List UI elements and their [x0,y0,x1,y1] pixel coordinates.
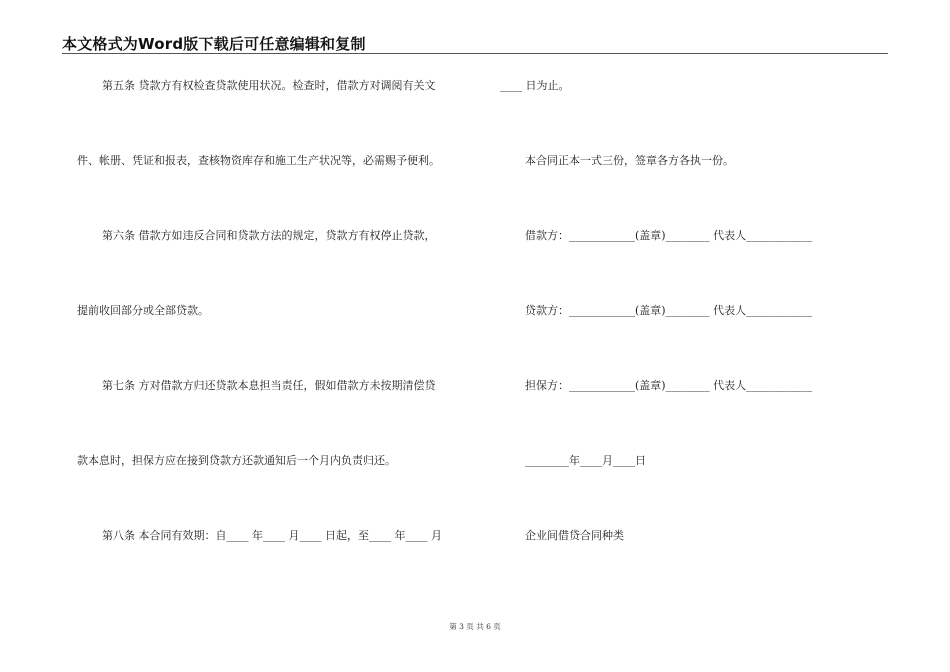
paragraph-line: 本合同正本一式三份，签章各方各执一份。 [525,154,734,167]
guarantor-signature-line: 担保方：____________(盖章)________ 代表人____________ [525,379,813,392]
paragraph-line: 第五条 贷款方有权检查贷款使用状况。检查时，借款方对调阅有关文 [102,79,436,92]
date-line: ________年____月____日 [525,454,646,467]
paragraph-line: 第八条 本合同有效期：自____ 年____ 月____ 日起，至____ 年____ 月 [102,529,442,542]
paragraph-line: 第六条 借款方如违反合同和贷款方法的规定，贷款方有权停止贷款， [102,229,436,242]
section-heading: 企业间借贷合同种类 [525,529,624,542]
paragraph-line: 款本息时，担保方应在接到贷款方还款通知后一个月内负责归还。 [77,454,396,467]
borrower-signature-line: 借款方：____________(盖章)________ 代表人____________ [525,229,813,242]
paragraph-line: ____ 日为止。 [500,79,570,92]
header-divider [62,53,888,54]
paragraph-line: 件、帐册、凭证和报表，查核物资库存和施工生产状况等，必需赐予便利。 [77,154,440,167]
paragraph-line: 提前收回部分或全部贷款。 [77,304,209,317]
lender-signature-line: 贷款方：____________(盖章)________ 代表人____________ [525,304,813,317]
paragraph-line: 第七条 方对借款方归还贷款本息担当责任，假如借款方未按期清偿贷 [102,379,436,392]
page-number: 第 3 页 共 6 页 [449,622,501,631]
document-header-title: 本文格式为Word版下载后可任意编辑和复制 [62,35,366,53]
